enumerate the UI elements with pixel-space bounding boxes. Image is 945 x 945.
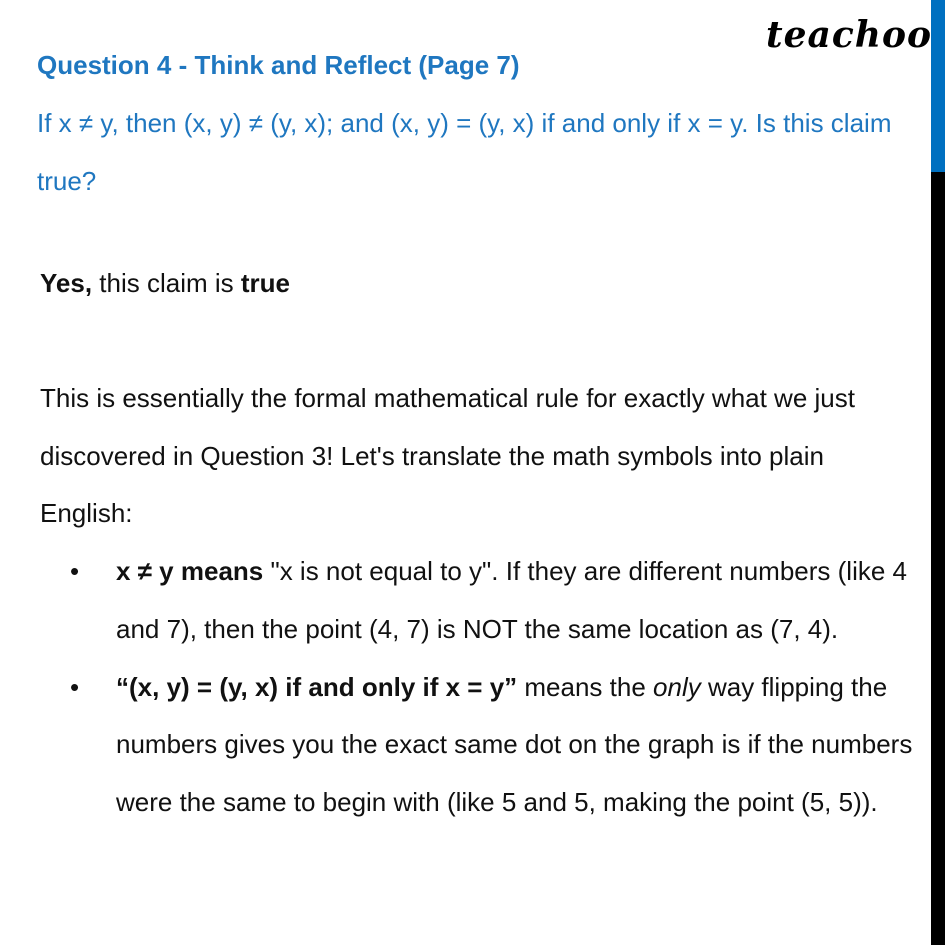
question-title: Question 4 - Think and Reflect (Page 7) bbox=[37, 50, 520, 80]
bullet-text: means the bbox=[517, 671, 654, 702]
answer-line bbox=[40, 255, 920, 313]
bullet-list bbox=[40, 543, 920, 832]
answer-yes: Yes, bbox=[40, 268, 93, 298]
question-block bbox=[37, 36, 917, 210]
bullet-bold: x ≠ y means bbox=[116, 556, 264, 587]
bullet-italic: only bbox=[653, 671, 701, 702]
bullet-bold: “(x, y) = (y, x) if and only if x = y” bbox=[116, 671, 518, 702]
answer-true: true bbox=[240, 268, 290, 298]
bullet-text: "x is not equal to y". If they are different numbers (like 4 and 7), then the point (4, 7) is NOT the same location as (7, 4). bbox=[116, 556, 907, 644]
side-dark-bar bbox=[931, 172, 945, 945]
question-text: If x ≠ y, then (x, y) ≠ (y, x); and (x, y) = (y, x) if and only if x = y. Is this claim true? bbox=[37, 108, 892, 196]
list-item bbox=[116, 659, 920, 832]
bullet-text: way flipping the numbers gives you the exact same dot on the graph is if the numbers were the same to begin with (like 5 and 5, making the point (5, 5)). bbox=[116, 671, 913, 817]
list-item bbox=[116, 543, 920, 658]
answer-mid: this claim is bbox=[92, 268, 241, 298]
explanation-paragraph: This is essentially the formal mathematical rule for exactly what we just discovered in Question 3! Let's translate the math symbols into plain English: bbox=[40, 383, 855, 529]
explanation bbox=[40, 370, 920, 832]
side-accent-bar bbox=[931, 0, 945, 172]
teachoo-logo: teachoo bbox=[766, 14, 932, 56]
